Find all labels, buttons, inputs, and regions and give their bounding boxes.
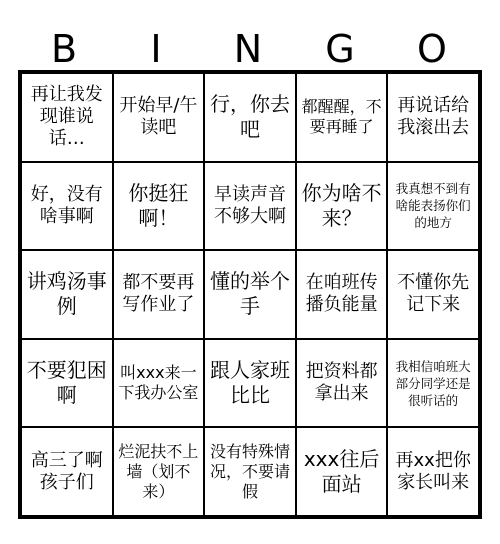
bingo-cell-text: 再xx把你家长叫来 bbox=[395, 449, 471, 493]
header-letter-o: O bbox=[417, 27, 447, 71]
bingo-cell-text: 好，没有啥事啊 bbox=[30, 183, 103, 227]
bingo-cell[interactable] bbox=[21, 427, 113, 516]
bingo-cell-text: 高三了啊孩子们 bbox=[30, 449, 103, 493]
bingo-cell-text: 没有特殊情况，不要请假 bbox=[209, 441, 290, 501]
bingo-cell-text: xxx往后面站 bbox=[303, 446, 380, 496]
bingo-cell-text: 都醒醒，不要再睡了 bbox=[301, 97, 382, 137]
bingo-cell[interactable] bbox=[296, 73, 388, 162]
bingo-cell[interactable] bbox=[113, 162, 205, 251]
bingo-cell[interactable] bbox=[387, 162, 479, 251]
bingo-cell[interactable] bbox=[296, 427, 388, 516]
bingo-header bbox=[18, 28, 482, 70]
bingo-cell[interactable] bbox=[387, 250, 479, 339]
bingo-cell-text: 在咱班传播负能量 bbox=[305, 272, 378, 316]
bingo-cell[interactable] bbox=[296, 339, 388, 428]
bingo-cell-text: 都不要再写作业了 bbox=[122, 272, 195, 316]
bingo-cell-text: 叫xxx来一下我办公室 bbox=[118, 363, 199, 403]
bingo-cell-text: 懂的举个手 bbox=[209, 269, 290, 319]
bingo-cell[interactable] bbox=[204, 162, 296, 251]
bingo-cell[interactable] bbox=[113, 339, 205, 428]
bingo-cell-text: 跟人家班比比 bbox=[209, 358, 290, 408]
bingo-cell-text: 开始早/午读吧 bbox=[119, 95, 198, 139]
bingo-cell-text: 我真想不到有啥能表扬你们的地方 bbox=[395, 181, 471, 231]
bingo-cell-text: 早读声音不够大啊 bbox=[213, 183, 286, 227]
bingo-cell-text: 讲鸡汤事例 bbox=[26, 269, 107, 319]
bingo-cell-text: 再说话给我滚出去 bbox=[397, 95, 470, 139]
bingo-cell[interactable] bbox=[21, 250, 113, 339]
bingo-cell[interactable] bbox=[296, 250, 388, 339]
bingo-cell[interactable] bbox=[113, 427, 205, 516]
bingo-cell-text: 不懂你先记下来 bbox=[397, 272, 470, 316]
bingo-cell[interactable] bbox=[296, 162, 388, 251]
bingo-cell[interactable] bbox=[387, 73, 479, 162]
bingo-cell-text: 我相信咱班大部分同学还是很听话的 bbox=[395, 358, 471, 408]
bingo-cell[interactable] bbox=[21, 73, 113, 162]
bingo-cell-text: 你为啥不来？ bbox=[301, 180, 382, 230]
bingo-cell[interactable] bbox=[21, 162, 113, 251]
header-letter-i: I bbox=[150, 27, 162, 71]
bingo-cell-text: 烂泥扶不上墙（划不来） bbox=[118, 441, 199, 501]
bingo-cell[interactable] bbox=[21, 339, 113, 428]
bingo-cell-text: 你挺狂啊！ bbox=[128, 180, 189, 230]
bingo-card-grid bbox=[18, 70, 482, 519]
bingo-cell[interactable] bbox=[387, 427, 479, 516]
bingo-cell[interactable] bbox=[204, 73, 296, 162]
bingo-cell-text: 把资料都拿出来 bbox=[305, 361, 378, 405]
bingo-cell-text: 行，你去吧 bbox=[209, 92, 290, 142]
header-letter-g: G bbox=[325, 27, 355, 71]
bingo-cell-text: 不要犯困啊 bbox=[26, 358, 107, 408]
bingo-cell[interactable] bbox=[204, 339, 296, 428]
bingo-cell-text: 再让我发现谁说话… bbox=[30, 84, 103, 150]
header-letter-b: B bbox=[50, 27, 78, 71]
bingo-cell[interactable] bbox=[204, 427, 296, 516]
bingo-cell[interactable] bbox=[204, 250, 296, 339]
bingo-cell[interactable] bbox=[113, 250, 205, 339]
bingo-cell[interactable] bbox=[113, 73, 205, 162]
header-letter-n: N bbox=[233, 27, 263, 71]
bingo-cell[interactable] bbox=[387, 339, 479, 428]
